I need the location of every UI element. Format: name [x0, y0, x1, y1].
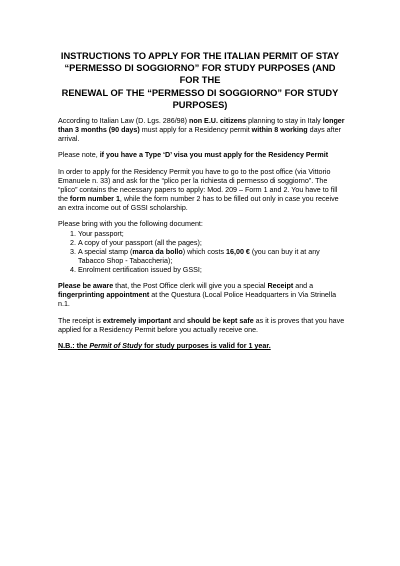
text: , while the form number 2 has to be filled out only in case you receive an extra income out of GSSI scholarship. [58, 195, 339, 213]
bold-text: extremely important [102, 316, 172, 325]
document-body [58, 117, 348, 351]
text: for study purposes is valid for 1 year. [142, 342, 271, 350]
paragraph-receipt-info [58, 282, 348, 309]
list-item [78, 230, 348, 239]
title-line-1: INSTRUCTIONS TO APPLY FOR THE ITALIAN PERMIT OF STAY [60, 51, 340, 61]
bold-text: if you have a Type ‘D’ visa you must apply for the Residency Permit [99, 151, 329, 160]
text: A special stamp ( [78, 247, 133, 256]
title-line-2: “PERMESSO DI SOGGIORNO” FOR STUDY PURPOSES (AND FOR THE [64, 63, 336, 86]
list-item [78, 248, 348, 266]
text: as it is proves that you have applied for a Residency Permit before you actually receive one. [58, 316, 345, 334]
bold-text: within 8 working [251, 126, 308, 135]
bold-text: 16,00 € [226, 247, 250, 256]
documents-list [58, 230, 348, 275]
bold-text: non E.U. citizens [188, 117, 247, 125]
text: A copy of your passport (all the pages); [78, 238, 202, 247]
title-line-3: RENEWAL OF THE “PERMESSO DI SOGGIORNO” FOR STUDY [61, 87, 339, 98]
text: at the Questura (Local Police Headquarters in Via Strinella n.1. [58, 291, 337, 309]
text: In order to apply for the Residency Permit you have to go to the post office (via Vittorio Emanuele n. 33) and ask for the “plico per la richiesta di permesso di soggiorno”. The “plico” contains the necessary papers to apply: Mod. 209 – Form 1 and 2. You have to fill the [58, 167, 338, 204]
paragraph-visa-note [58, 151, 348, 160]
title-line-4: PURPOSES) [172, 99, 228, 110]
bold-text: Please be aware [58, 282, 114, 291]
text: ) which costs [182, 247, 227, 256]
bold-text: fingerprinting appointment [58, 291, 150, 300]
bold-text: form number 1 [69, 195, 120, 204]
text: Enrolment certification issued by GSSI; [78, 265, 202, 274]
document-title [55, 50, 345, 111]
text: and [171, 316, 188, 325]
text: and a [293, 282, 314, 291]
list-item [78, 239, 348, 248]
text: Please note, [58, 151, 100, 160]
paragraph-documents-intro: Please bring with you the following document: [58, 220, 203, 229]
text: planning to stay in Italy [246, 117, 323, 125]
list-item [78, 266, 348, 275]
paragraph-law [58, 117, 348, 144]
bold-text: Receipt [267, 282, 294, 291]
paragraph-receipt-importance [58, 317, 348, 335]
text: The receipt is [58, 316, 103, 325]
text: days after arrival. [58, 126, 341, 144]
text: must apply for a Residency permit [139, 126, 252, 135]
text: Your passport; [78, 229, 124, 238]
text: N.B.: the [58, 342, 90, 350]
bold-text: longer than 3 months (90 days) [58, 117, 345, 135]
bold-text: should be kept safe [187, 316, 254, 325]
bold-text: marca da bollo [132, 247, 183, 256]
nb-note [58, 342, 348, 351]
italic-text: Permit of Study [89, 342, 143, 350]
paragraph-post-office [58, 168, 348, 213]
text: that, the Post Office clerk will give you a special [113, 282, 268, 291]
text: According to Italian Law (D. Lgs. 286/98) [58, 117, 189, 125]
text: (you can buy it at any Tabacco Shop - Tabaccheria); [78, 247, 320, 265]
